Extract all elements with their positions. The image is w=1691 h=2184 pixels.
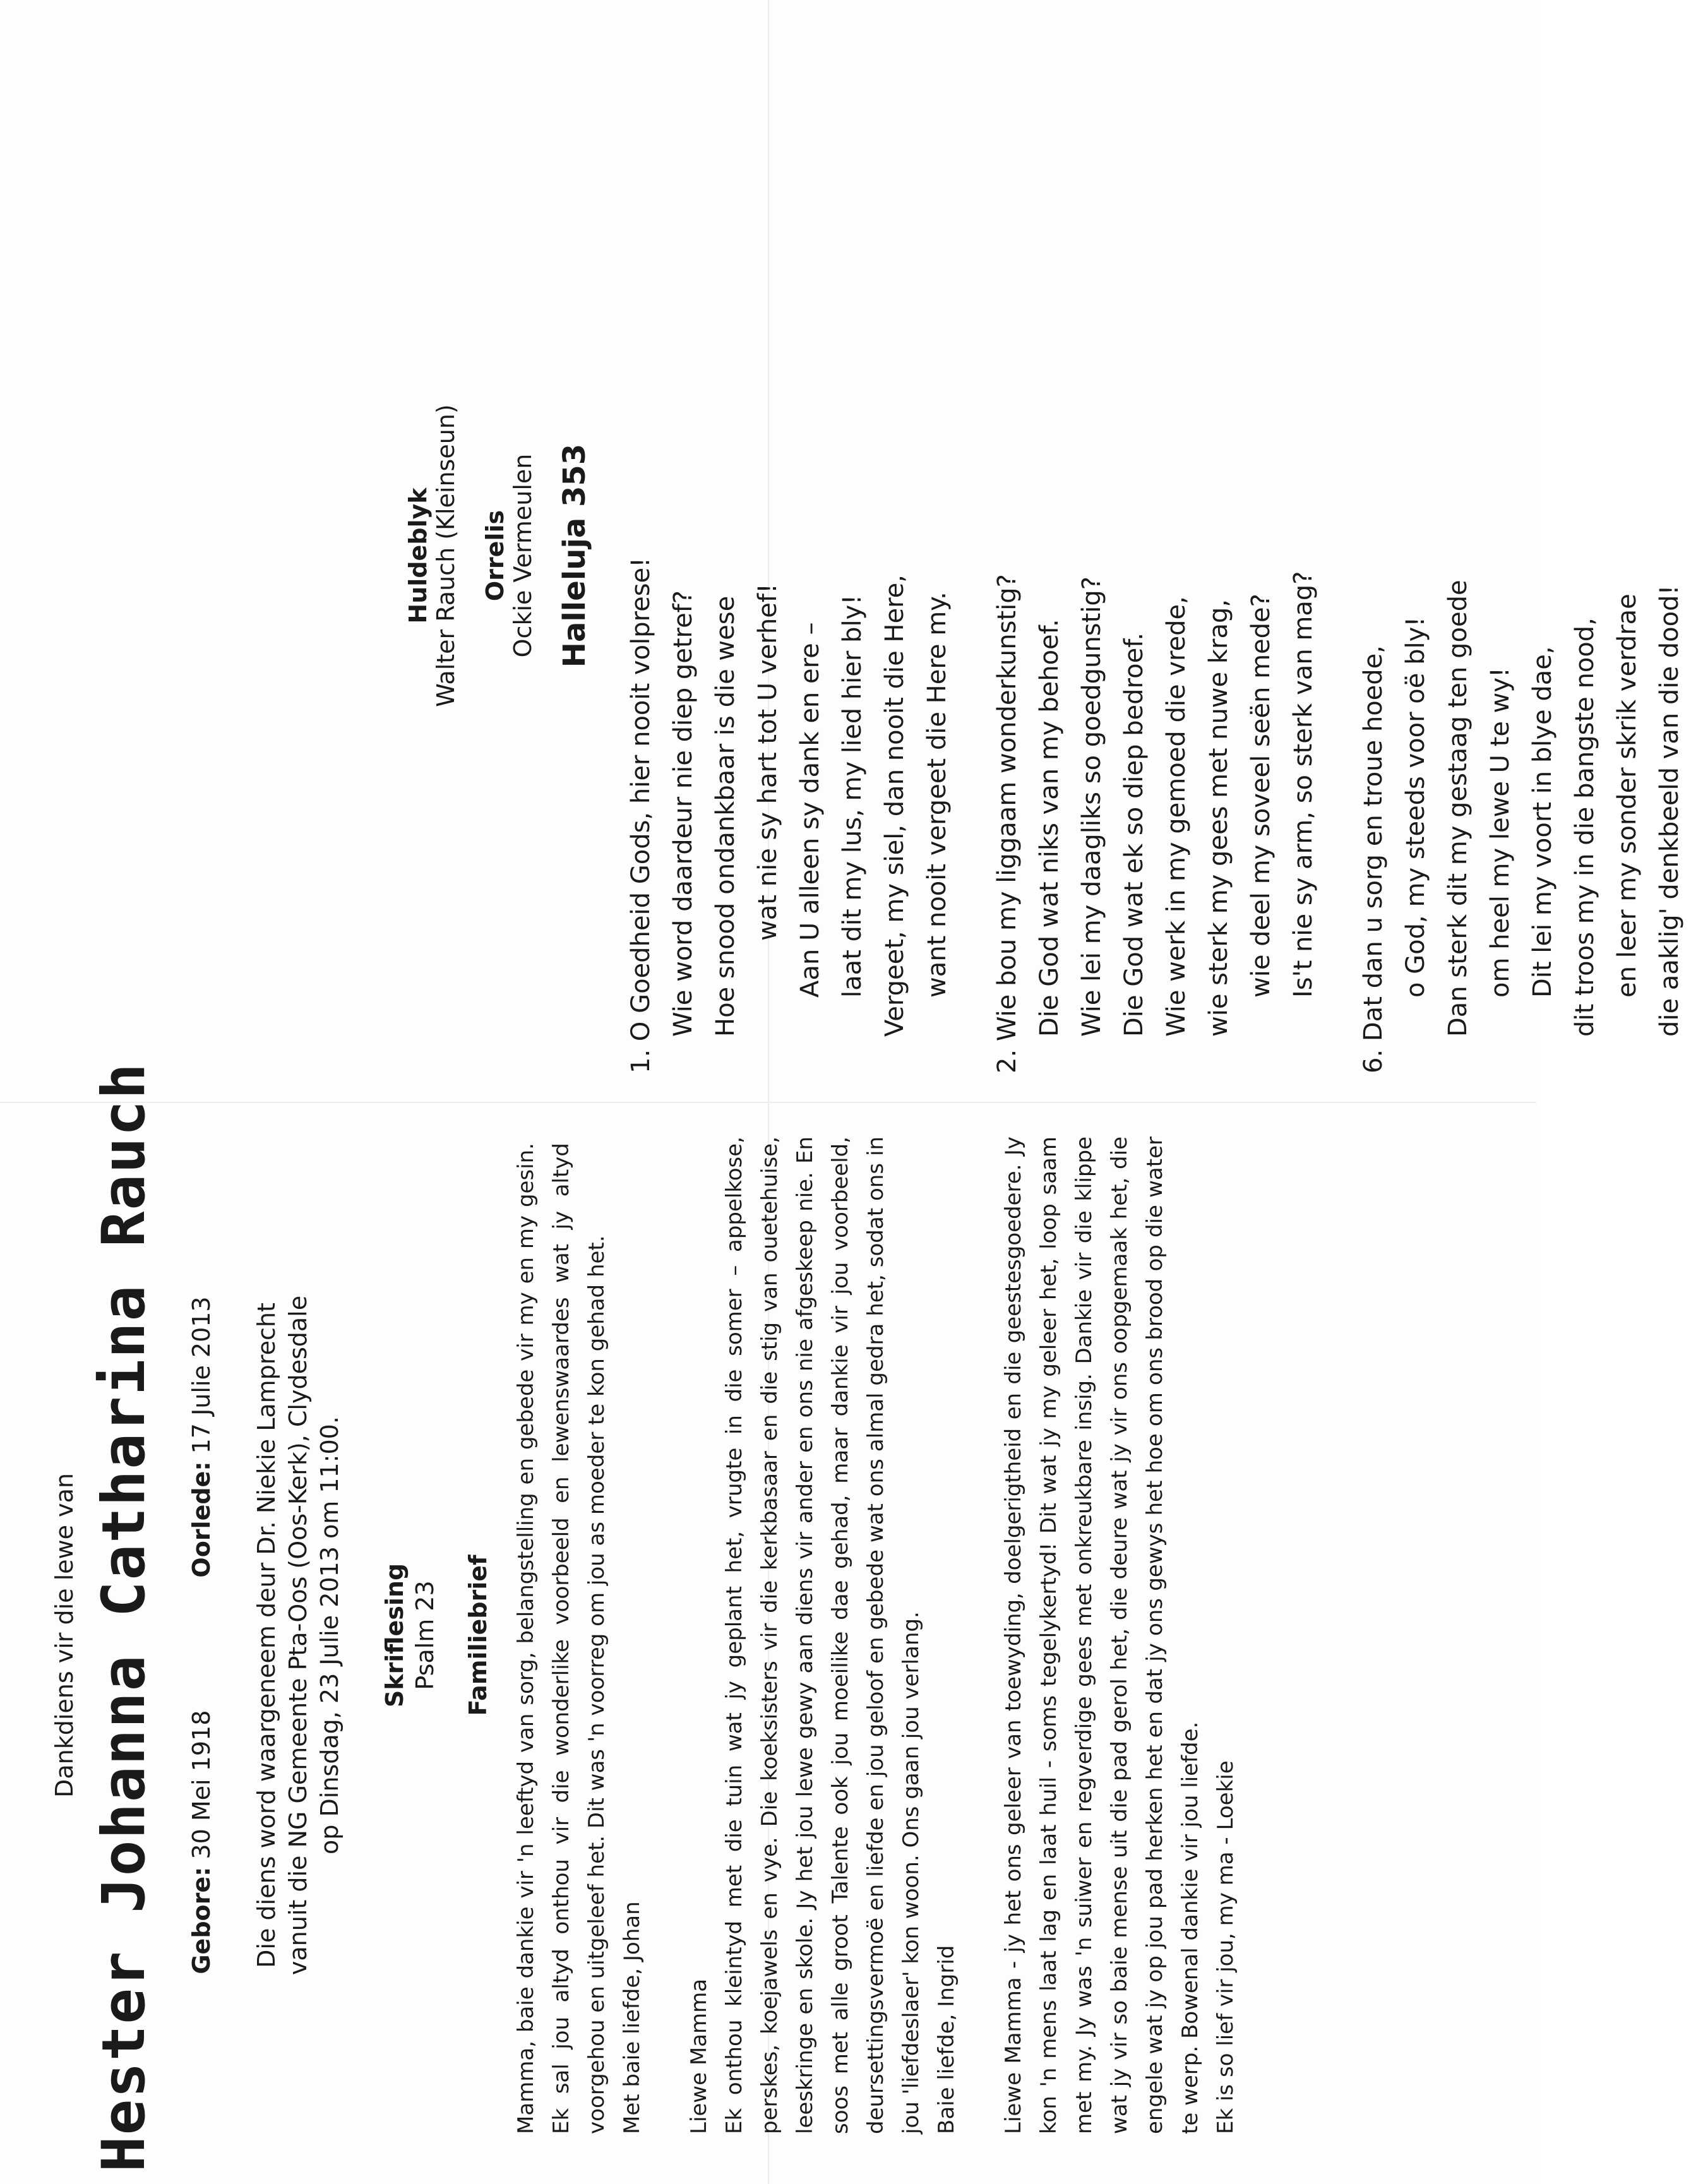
deceased-name: Hester Johanna Catharina Rauch (90, 1062, 158, 2172)
tribute-heading: Huldeblyk (404, 487, 432, 624)
hymn-verse-2: 2. Wie bou my liggaam wonderkunstig? Die God wat niks van my behoef. Wie lei my daagliks so goedgunstig? Die God wat ek so diep bedroef. Wie werk in my gemoed die vrede, wie sterk my gees met nuwe krag, wie deel my soveel seën mede? Is't nie sy arm, so sterk van mag? (993, 571, 1318, 1073)
service-subtitle: Dankdiens vir die lewe van (51, 1473, 78, 1798)
tribute-block (404, 19, 460, 1092)
letter-johan: Mamma, baie dankie vir 'n leeftyd van sorg, belangstelling en gebede vir my en my gesin. Ek sal jou altyd onthou vir die wonderlike voorbeeld en lewenswaardes wat jy altyd voorgehou en uitgeleef het. Dit was 'n voorreg om jou as moeder te kon gehad het. (513, 1143, 609, 2134)
tribute-name: Walter Rauch (Kleinseun) (432, 404, 460, 707)
organ-name: Ockie Vermeulen (509, 453, 537, 658)
letter-johan-signature: Met baie liefde, Johan (619, 1901, 645, 2134)
letter-loekie: Liewe Mamma - jy het ons geleer van toewyding, doelgerigtheid en die geestesgoedere. Jy kon 'n mens laat lag en laat huil - soms tegelykertyd! Dit wat jy my geleer het, loop saam met my. Jy was 'n suiwer en regverdige gees met onkreukbare insig. Dankie vir die klippe wat jy vir so baie mense uit die pad gerol het, die deure wat jy vir ons oopgemaak het, die engele wat jy op jou pad herken het en dat jy ons gewys het hoe om ons brood op die water te werp. Bowenal dankie vir jou liefde. (1001, 1137, 1203, 2134)
hymn-verse-1: 1. O Goedheid Gods, hier nooit volprese! Wie word daardeur nie diep getref? Hoe snood ondankbaar is die wese wat nie sy hart tot U verhef! Aan U alleen sy dank en ere – laat dit my lus, my lied hier bly! Vergeet, my siel, dan nooit die Here, want nooit vergeet die Here my. (626, 557, 952, 1073)
organ-block (481, 19, 537, 1092)
memorial-panel (51, 1062, 1238, 2172)
family-letter-heading: Familiebrief (464, 1554, 492, 1716)
scripture-heading: Skriflesing (381, 1563, 409, 1708)
programme-panel (404, 19, 1684, 1092)
service-details: Die diens word waargeneem deur Dr. Niekie Lamprecht vanuit die NG Gemeente Pta-Oos (Oos-Kerk), Clydesdale op Dinsdag, 23 Julie 2013 om 11:00. (253, 1295, 344, 1976)
letter-ingrid: Ek onthou kleintyd met die tuin wat jy geplant het, vrugte in die somer – appelkose, perskes, koejawels en vye. Die koeksisters vir die kerkbasaar en die stig van ouetehuise, leeskringe en skole. Jy het jou lewe gewy aan diens vir ander en ons nie afgeskeep nie. En soos met alle groot Talente ook jou moeilike dae gehad, maar dankie vir jou voorbeeld, deursettingsvermoë en liefde en jou geloof en gebede wat ons almal gedra het, sodat ons in jou 'liefdeslaer' kon woon. Ons gaan jou verlang. (722, 1137, 924, 2134)
letter-ingrid-signature: Baie liefde, Ingrid (934, 1945, 959, 2134)
birth-date: Gebore: 30 Mei 1918 (188, 1710, 215, 1974)
scripture-reference: Psalm 23 (411, 1580, 439, 1690)
letter-loekie-signature: Ek is so lief vir jou, my ma - Loekie (1213, 1760, 1238, 2134)
death-date: Oorlede: 17 Julie 2013 (188, 1296, 215, 1578)
letter-ingrid-greeting: Liewe Mamma (686, 1978, 712, 2134)
organ-heading: Orrelis (481, 510, 509, 602)
life-dates (188, 1099, 215, 2172)
hymn-verse-6: 6. Dat dan u sorg en troue hoede, o God, my steeds voor oë bly! Dan sterk dit my gestaag ten goede om heel my lewe U te wy! Dit lei my voort in blye dae, dit troos my in die bangste nood, en leer my sonder skrik verdrae die aaklig' denkbeeld van die dood! (1359, 580, 1684, 1073)
hymn-title: Halleluja 353 (557, 443, 592, 668)
